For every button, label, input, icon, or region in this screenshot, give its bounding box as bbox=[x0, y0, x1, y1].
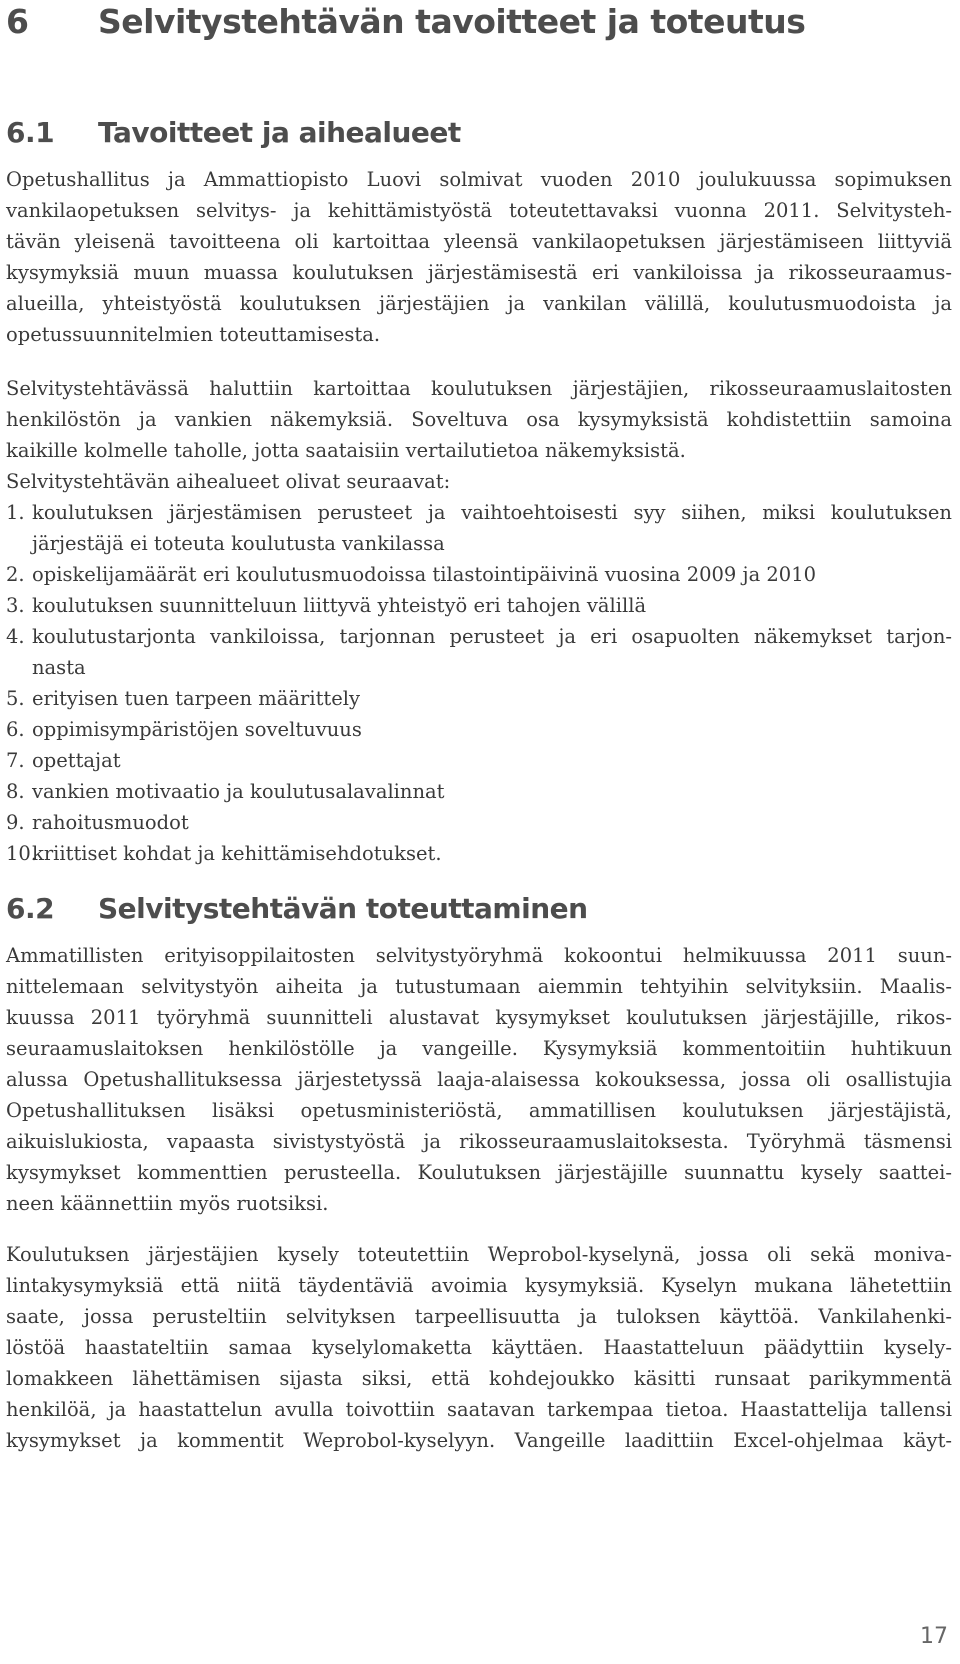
list-item-text: koulutuksen suunnitteluun liittyvä yhteistyö eri tahojen välillä bbox=[32, 594, 647, 617]
text-line: Opetushallitus ja Ammattiopisto Luovi solmivat vuoden 2010 joulukuussa sopimuksen bbox=[6, 168, 952, 191]
text-line: nittelemaan selvitystyön aiheita ja tutustumaan aiemmin tehtyihin selvityksiin. Maalis- bbox=[6, 975, 952, 998]
list-item-text: koulutustarjonta vankiloissa, tarjonnan perusteet ja eri osapuolten näkemykset tarjon- bbox=[32, 625, 952, 648]
text-line: löstöä haastateltiin samaa kyselylomaketta käyttäen. Haastatteluun päädyttiin kysely- bbox=[6, 1336, 952, 1359]
text-line: kysymyksiä muun muassa koulutuksen järjestämisestä eri vankiloissa ja rikosseuraamus- bbox=[6, 261, 952, 284]
text-line: opetussuunnitelmien toteuttamisesta. bbox=[6, 323, 381, 346]
list-item-text: järjestäjä ei toteuta koulutusta vankilassa bbox=[32, 532, 445, 555]
text-line: saate, jossa perusteltiin selvityksen tarpeellisuutta ja tuloksen käyttöä. Vankilahenki- bbox=[6, 1305, 952, 1328]
section-heading-6-1 bbox=[6, 116, 461, 149]
list-item bbox=[6, 497, 952, 559]
section-number: 6.1 bbox=[6, 116, 55, 149]
text-line: kaikille kolmelle taholle, jotta saataisiin vertailutietoa näkemyksistä. bbox=[6, 439, 686, 462]
list-item-number: 7. bbox=[6, 749, 25, 772]
text-line: lintakysymyksiä että niitä täydentäviä avoimia kysymyksiä. Kyselyn mukana lähetettiin bbox=[6, 1274, 952, 1297]
list-item bbox=[6, 590, 952, 621]
section-2-paragraph-2 bbox=[6, 1239, 952, 1456]
section-1-paragraph-1 bbox=[6, 164, 952, 350]
page-number: 17 bbox=[920, 1624, 948, 1649]
section-title: Selvitystehtävän toteuttaminen bbox=[98, 892, 588, 925]
text-line: kuussa 2011 työryhmä suunnitteli alustavat kysymykset koulutuksen järjestäjille, rikos- bbox=[6, 1006, 952, 1029]
list-item-text: erityisen tuen tarpeen määrittely bbox=[32, 687, 361, 710]
list-item-number: 4. bbox=[6, 625, 25, 648]
list-item-number: 3. bbox=[6, 594, 25, 617]
topic-list bbox=[6, 497, 952, 869]
list-item-text: opettajat bbox=[32, 749, 121, 772]
list-item-text: vankien motivaatio ja koulutusalavalinnat bbox=[32, 780, 445, 803]
text-line: alueilla, yhteistyöstä koulutuksen järjestäjien ja vankilan välillä, koulutusmuodoista ja bbox=[6, 292, 952, 315]
list-item-text: koulutuksen järjestämisen perusteet ja vaihtoehtoisesti syy siihen, miksi koulutuksen bbox=[32, 501, 952, 524]
text-line: henkilöstön ja vankien näkemyksiä. Soveltuva osa kysymyksistä kohdistettiin samoina bbox=[6, 408, 952, 431]
text-line: kysymykset kommenttien perusteella. Koulutuksen järjestäjille suunnattu kysely saattei- bbox=[6, 1161, 952, 1184]
list-item bbox=[6, 683, 952, 714]
chapter-title: Selvitystehtävän tavoitteet ja toteutus bbox=[98, 2, 806, 41]
text-line: alussa Opetushallituksessa järjestetyssä laaja-alaisessa kokouksessa, jossa oli osallistujia bbox=[6, 1068, 952, 1091]
list-item-text: rahoitusmuodot bbox=[32, 811, 189, 834]
list-item bbox=[6, 776, 952, 807]
list-item-number: 5. bbox=[6, 687, 25, 710]
list-item-number: 9. bbox=[6, 811, 25, 834]
chapter-heading bbox=[6, 2, 805, 41]
list-item-text: kriittiset kohdat ja kehittämisehdotukset. bbox=[32, 842, 442, 865]
text-line: Selvitystehtävän aihealueet olivat seuraavat: bbox=[6, 470, 451, 493]
text-line: lomakkeen lähettämisen sijasta siksi, että kohdejoukko käsitti runsaat parikymmentä bbox=[6, 1367, 952, 1390]
text-line: Selvitystehtävässä haluttiin kartoittaa koulutuksen järjestäjien, rikosseuraamuslaitosten bbox=[6, 377, 952, 400]
chapter-number: 6 bbox=[6, 2, 29, 41]
text-line: aikuislukiosta, vapaasta sivistystyöstä ja rikosseuraamuslaitoksesta. Työryhmä täsmensi bbox=[6, 1130, 952, 1153]
list-item-number: 2. bbox=[6, 563, 25, 586]
text-line: Koulutuksen järjestäjien kysely toteutettiin Weprobol-kyselynä, jossa oli sekä moniva- bbox=[6, 1243, 952, 1266]
list-item-text: nasta bbox=[32, 656, 86, 679]
text-line: neen käännettiin myös ruotsiksi. bbox=[6, 1192, 329, 1215]
section-2-paragraph-1 bbox=[6, 940, 952, 1219]
list-item-number: 10. bbox=[6, 842, 38, 865]
text-line: henkilöä, ja haastattelun avulla toivottiin saatavan tarkempaa tietoa. Haastattelija tallensi bbox=[6, 1398, 952, 1421]
list-item-number: 1. bbox=[6, 501, 25, 524]
list-item-number: 8. bbox=[6, 780, 25, 803]
list-item bbox=[6, 838, 952, 869]
list-item-number: 6. bbox=[6, 718, 25, 741]
list-item bbox=[6, 621, 952, 683]
list-item-text: oppimisympäristöjen soveltuvuus bbox=[32, 718, 362, 741]
text-line: kysymykset ja kommentit Weprobol-kyselyyn. Vangeille laadittiin Excel-ohjelmaa käyt- bbox=[6, 1429, 952, 1452]
list-item bbox=[6, 807, 952, 838]
text-line: vankilaopetuksen selvitys- ja kehittämistyöstä toteutettavaksi vuonna 2011. Selvitysteh- bbox=[6, 199, 952, 222]
list-item-text: opiskelijamäärät eri koulutusmuodoissa tilastointipäivinä vuosina 2009 ja 2010 bbox=[32, 563, 817, 586]
section-title: Tavoitteet ja aihealueet bbox=[98, 116, 461, 149]
list-item bbox=[6, 559, 952, 590]
text-line: seuraamuslaitoksen henkilöstölle ja vangeille. Kysymyksiä kommentoitiin huhtikuun bbox=[6, 1037, 952, 1060]
text-line: Opetushallituksen lisäksi opetusministeriöstä, ammatillisen koulutuksen järjestäjistä, bbox=[6, 1099, 952, 1122]
section-1-paragraph-2 bbox=[6, 373, 952, 497]
section-number: 6.2 bbox=[6, 892, 55, 925]
section-heading-6-2 bbox=[6, 892, 588, 925]
list-item bbox=[6, 714, 952, 745]
list-item bbox=[6, 745, 952, 776]
text-line: Ammatillisten erityisoppilaitosten selvitystyöryhmä kokoontui helmikuussa 2011 suun- bbox=[6, 944, 952, 967]
text-line: tävän yleisenä tavoitteena oli kartoittaa yleensä vankilaopetuksen järjestämiseen liittyviä bbox=[6, 230, 952, 253]
